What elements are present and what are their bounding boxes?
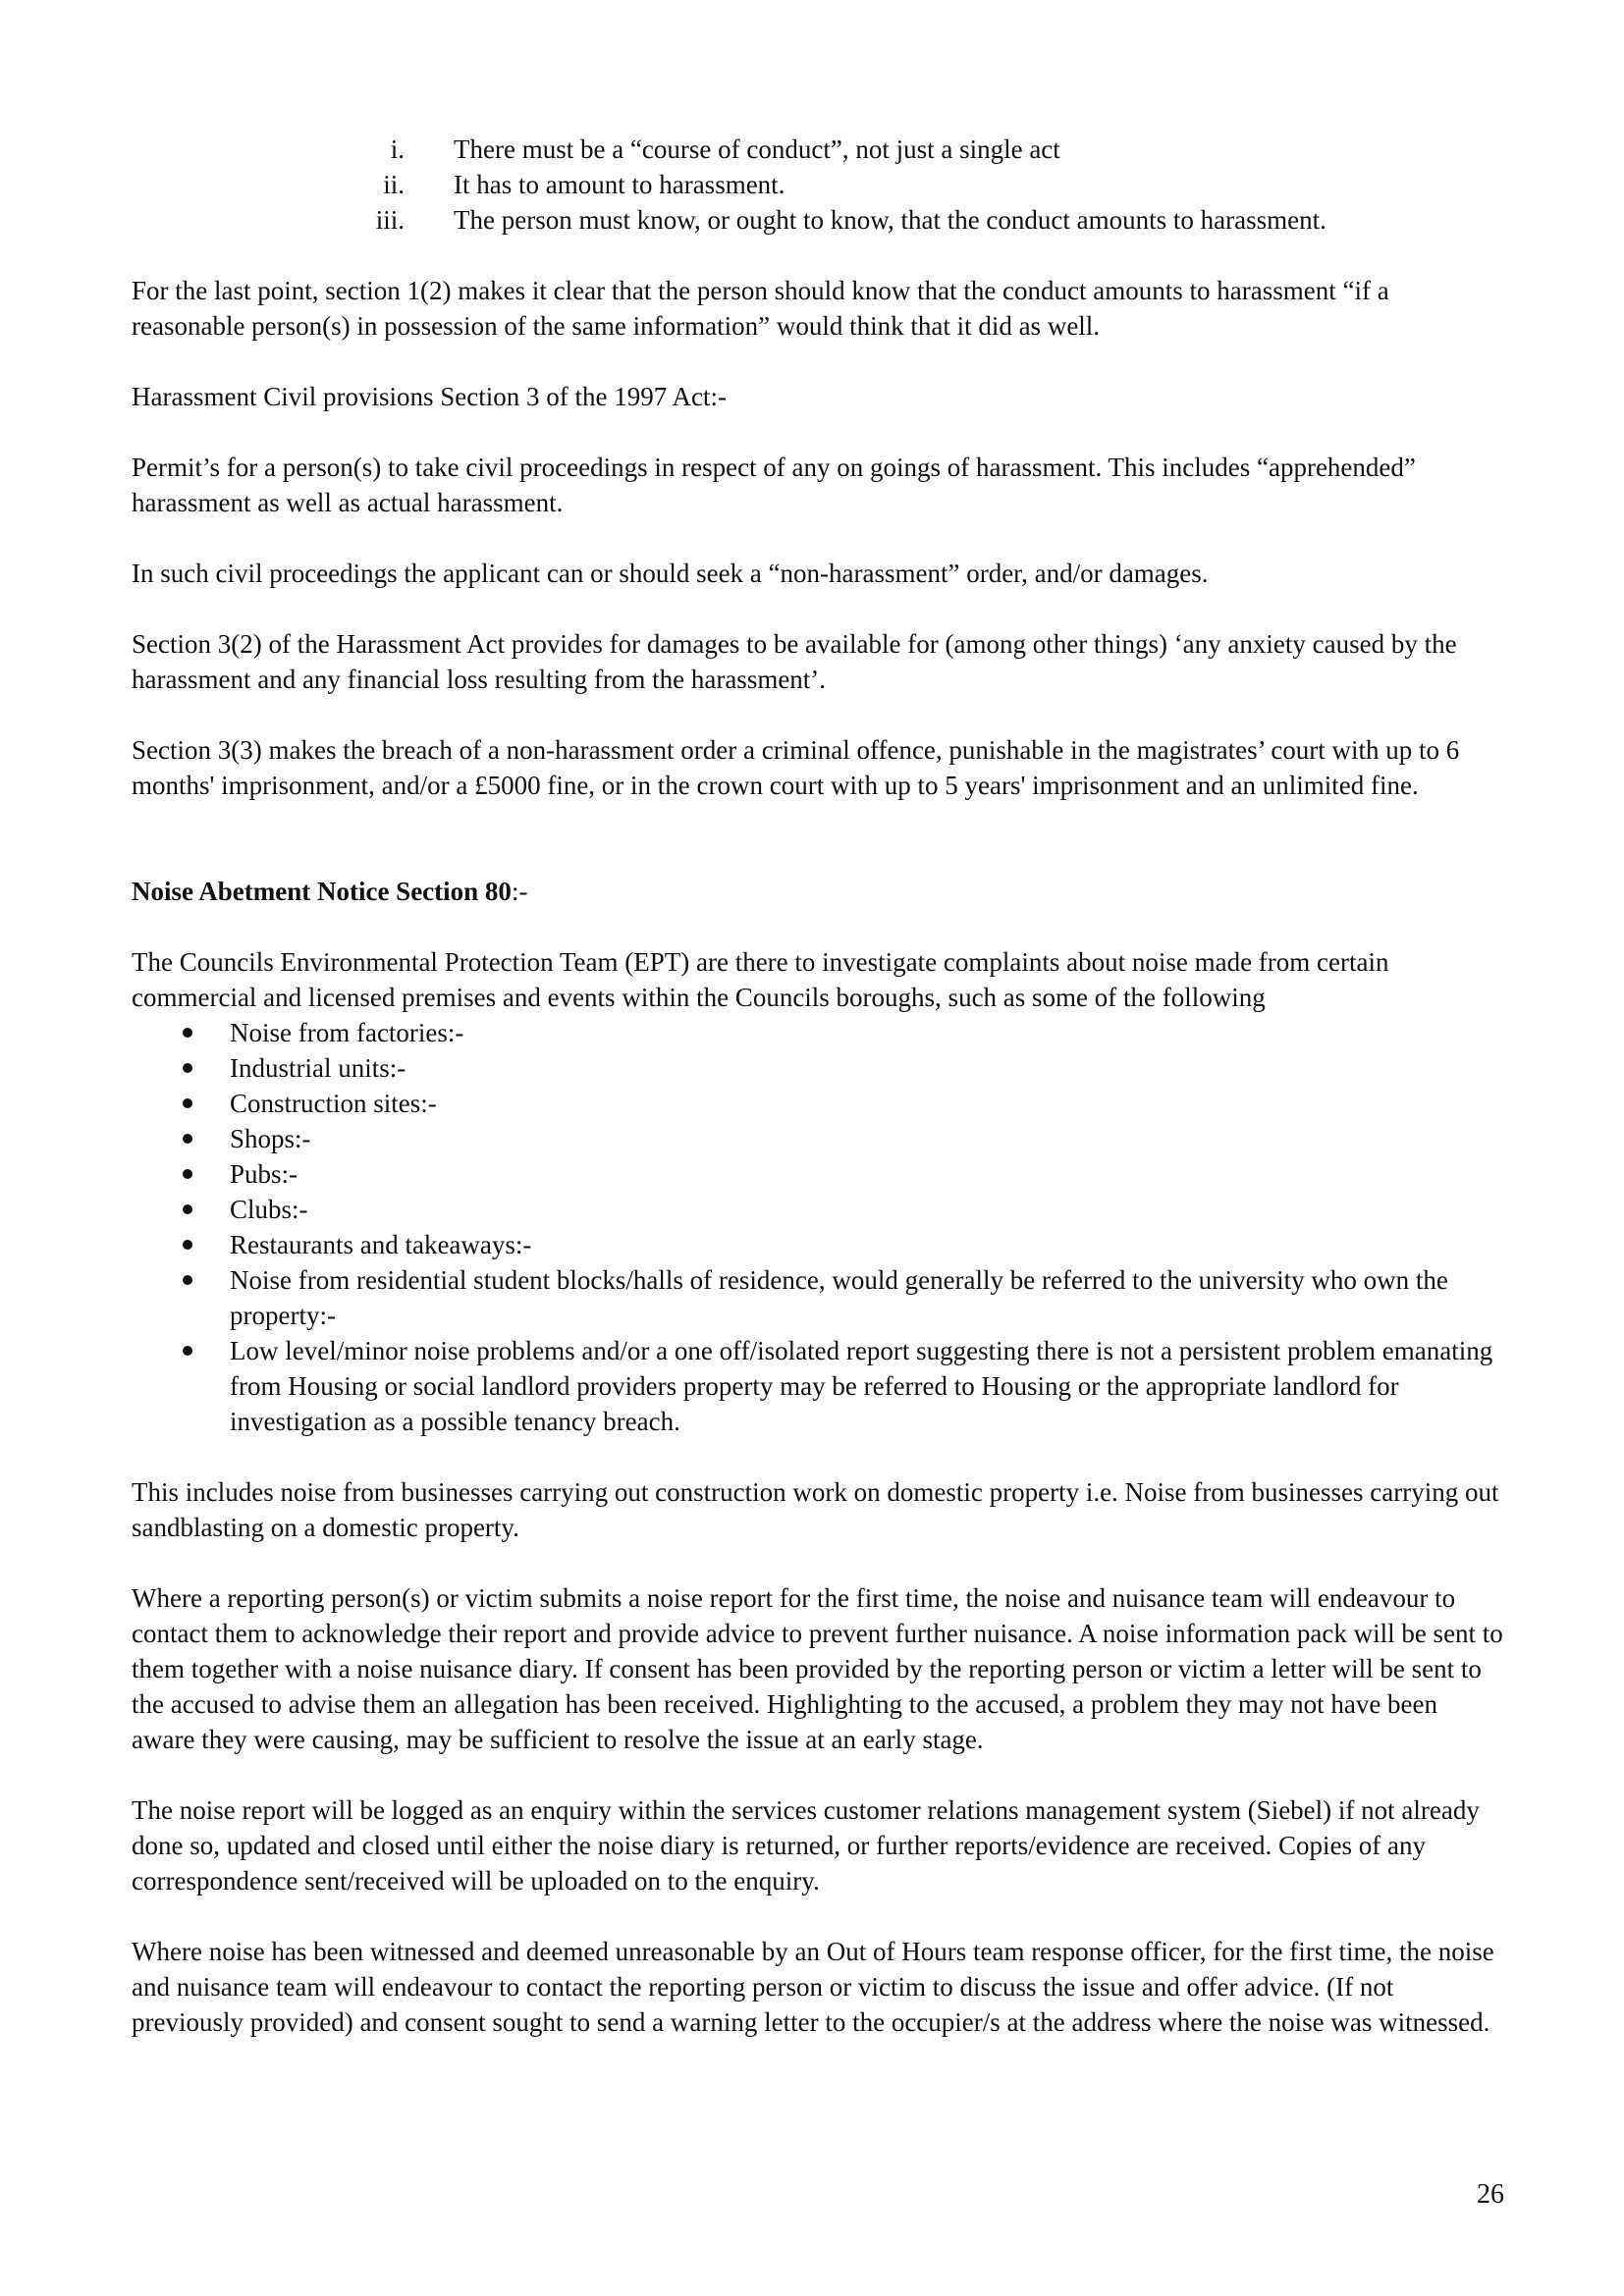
list-item-text: Shops:- bbox=[230, 1124, 311, 1153]
list-numeral: ii. bbox=[383, 170, 405, 199]
paragraph-permits: Permit’s for a person(s) to take civil proceedings in respect of any on goings of harassment. This includes “apprehended” harassment as well as actual harassment. bbox=[132, 453, 1416, 517]
list-item bbox=[132, 1086, 1506, 1121]
list-item-text: It has to amount to harassment. bbox=[454, 170, 785, 199]
bullet-icon bbox=[183, 1275, 192, 1285]
list-item bbox=[132, 132, 1506, 167]
paragraph-civil-proceedings: In such civil proceedings the applicant can or should seek a “non-harassment” order, and/or damages. bbox=[132, 559, 1209, 588]
list-item-text: Restaurants and takeaways:- bbox=[230, 1230, 532, 1259]
list-item bbox=[132, 1015, 1506, 1050]
list-item-text: Noise from residential student blocks/halls of residence, would generally be referred to the university who own the property:- bbox=[230, 1265, 1448, 1330]
list-item-text: Noise from factories:- bbox=[230, 1018, 464, 1047]
bullet-icon bbox=[183, 1134, 192, 1144]
list-item bbox=[132, 167, 1506, 202]
list-item-text: There must be a “course of conduct”, not just a single act bbox=[454, 134, 1060, 164]
paragraph-civil-provisions: Harassment Civil provisions Section 3 of the 1997 Act:- bbox=[132, 382, 727, 411]
paragraph-construction: This includes noise from businesses carrying out construction work on domestic property i.e. Noise from businesses carrying out sandblasting on a domestic property. bbox=[132, 1477, 1499, 1542]
bullet-icon bbox=[183, 1204, 192, 1214]
list-item bbox=[132, 1333, 1506, 1439]
list-item bbox=[132, 202, 1506, 238]
list-item-text: Low level/minor noise problems and/or a one off/isolated report suggesting there is not a persistent problem emanating from Housing or social landlord providers property may be referred to Housing or the appropriate landlord for investigation as a possible tenancy breach. bbox=[230, 1336, 1493, 1436]
paragraph-first-report: Where a reporting person(s) or victim submits a noise report for the first time, the noise and nuisance team will endeavour to contact them to acknowledge their report and provide advice to prevent further nuisance. A noise information pack will be sent to them together with a noise nuisance diary. If consent has been provided by the reporting person or victim a letter will be sent to the accused to advise them an allegation has been received. Highlighting to the accused, a problem they may not have been aware they were causing, may be sufficient to resolve the issue at an early stage. bbox=[132, 1583, 1503, 1754]
list-numeral: iii. bbox=[375, 205, 405, 235]
paragraph-witnessed: Where noise has been witnessed and deemed unreasonable by an Out of Hours team response officer, for the first time, the noise and nuisance team will endeavour to contact the reporting person or victim to discuss the issue and offer advice. (If not previously provided) and consent sought to send a warning letter to the occupier/s at the address where the noise was witnessed. bbox=[132, 1937, 1494, 2037]
bullet-icon bbox=[183, 1169, 192, 1179]
noise-sources-list bbox=[132, 1015, 1506, 1439]
list-item bbox=[132, 1262, 1506, 1333]
list-item bbox=[132, 1192, 1506, 1227]
page-number: 26 bbox=[1477, 2179, 1504, 2210]
list-item bbox=[132, 1050, 1506, 1086]
bullet-icon bbox=[183, 1063, 192, 1073]
list-item bbox=[132, 1227, 1506, 1262]
paragraph-section-3-2: Section 3(2) of the Harassment Act provides for damages to be available for (among other things) ‘any anxiety caused by the harassment and any financial loss resulting from the harassment’. bbox=[132, 629, 1457, 694]
list-item-text: The person must know, or ought to know, that the conduct amounts to harassment. bbox=[454, 205, 1326, 235]
harassment-criteria-list bbox=[132, 132, 1506, 238]
paragraph-section-3-3: Section 3(3) makes the breach of a non-harassment order a criminal offence, punishable in the magistrates’ court with up to 6 months' imprisonment, and/or a £5000 fine, or in the crown court with up to 5 years' imprisonment and an unlimited fine. bbox=[132, 735, 1460, 800]
list-item-text: Industrial units:- bbox=[230, 1053, 406, 1083]
section-heading-suffix: :- bbox=[511, 877, 528, 906]
list-item-text: Clubs:- bbox=[230, 1195, 308, 1224]
bullet-icon bbox=[183, 1028, 192, 1038]
page-content bbox=[132, 132, 1506, 2040]
paragraph-ept: The Councils Environmental Protection Team (EPT) are there to investigate complaints about noise made from certain commercial and licensed premises and events within the Councils boroughs, such as some of the following bbox=[132, 947, 1389, 1012]
section-heading-bold: Noise Abetment Notice Section 80 bbox=[132, 877, 512, 906]
paragraph-logged: The noise report will be logged as an enquiry within the services customer relations management system (Siebel) if not already done so, updated and closed until either the noise diary is returned, or further reports/evidence are received. Copies of any correspondence sent/received will be uploaded on to the enquiry. bbox=[132, 1795, 1480, 1896]
list-item-text: Construction sites:- bbox=[230, 1089, 437, 1118]
list-item bbox=[132, 1156, 1506, 1192]
list-item-text: Pubs:- bbox=[230, 1159, 298, 1189]
paragraph-last-point: For the last point, section 1(2) makes it clear that the person should know that the conduct amounts to harassment “if a reasonable person(s) in possession of the same information” would think that it did as well. bbox=[132, 276, 1389, 341]
section-heading-noise bbox=[132, 874, 1506, 909]
bullet-icon bbox=[183, 1240, 192, 1250]
list-numeral: i. bbox=[390, 134, 405, 164]
bullet-icon bbox=[183, 1346, 192, 1356]
bullet-icon bbox=[183, 1098, 192, 1108]
list-item bbox=[132, 1121, 1506, 1156]
